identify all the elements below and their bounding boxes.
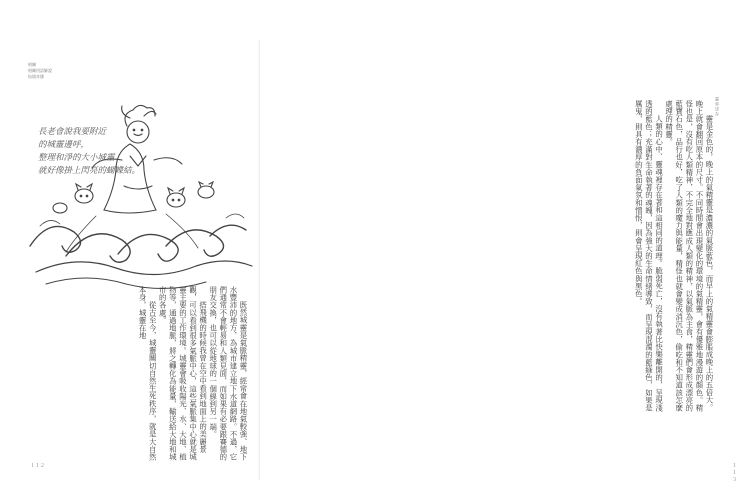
left-body-text: [28, 286, 248, 464]
right-body-text: [550, 100, 714, 418]
running-head-right: 靈界述存: [715, 97, 720, 117]
left-page: [0, 0, 260, 500]
body-paragraph: 從古至今，城靈關切自然生死秩序，就是大自然本身，城靈在地: [138, 286, 158, 461]
running-head-line: 相關: [28, 62, 36, 67]
caption-line: 長老會說我要附近: [38, 127, 107, 137]
body-paragraph: 靈是金色的，晚上的氣精靈是濃濃的氣脈藍色，而早上的氣精靈會膨脹成晚上的五倍大。晚上就會翻回原本的尺寸。不同時間會出現變化的環境的氣精靈，會有優雅地漫遊的顏色。精怪也是，沒有吃人類精神，不完全地對應成人類的精神，以氣脈為主食，精靈們會形成漂亮的藍寶石色，品行也好，吃了人類的魔力與能量，精怪也就會變成消沉色，偷吃和不知道該怎麼處理的精靈。: [664, 100, 714, 412]
caption-line: 整理和淨的大小城靈: [38, 153, 115, 163]
page-number-left: １１２: [30, 463, 46, 469]
running-head-line: 相關用語解說: [28, 68, 52, 73]
caption-line: 就好像掛上閃亮的蝴蝶結。: [38, 166, 141, 176]
body-paragraph: 既然城靈是氣脈精靈，經常會在地氣較強、地下水豐沛的地方，為城市建立地下水道網路。不過，它們通常不會輕易和人類見面，而如果有必要跟賽德的朋友交換，也可以從地球的一個線到另一端。: [208, 286, 248, 461]
right-page: [260, 0, 737, 500]
running-head-left: [28, 62, 52, 80]
page-number-right: １１３: [732, 463, 737, 483]
body-paragraph: 搭飛機的時候我曾在空中看到地面上的美麗景觀，可以看到很多氣脈中心，這些氣脈集中心就是城靈主要的工作環境。城靈會吸收陽光、水、大地、植物等，通過地脈，將之轉化為能量，輸送給大地和城市的各處。: [158, 286, 208, 461]
caption-line: 的城靈邊呼，: [38, 140, 90, 150]
illustration-caption: [38, 126, 140, 178]
body-paragraph: 人類的心中、靈魂裡存在著和這相同的道理。脆弱死亡，沒有執著比快樂離開的，呈現淺透的藍色；充滿對生命執著的魂魄，因為強大的生命情緒導致，而呈現混濁的藍綠色，如果是厲鬼，則具有濃厚的負面氣氛和憎恨，則會呈現紅色與黑色。: [634, 100, 664, 412]
running-head-line: 仙境奇緣: [28, 74, 44, 79]
